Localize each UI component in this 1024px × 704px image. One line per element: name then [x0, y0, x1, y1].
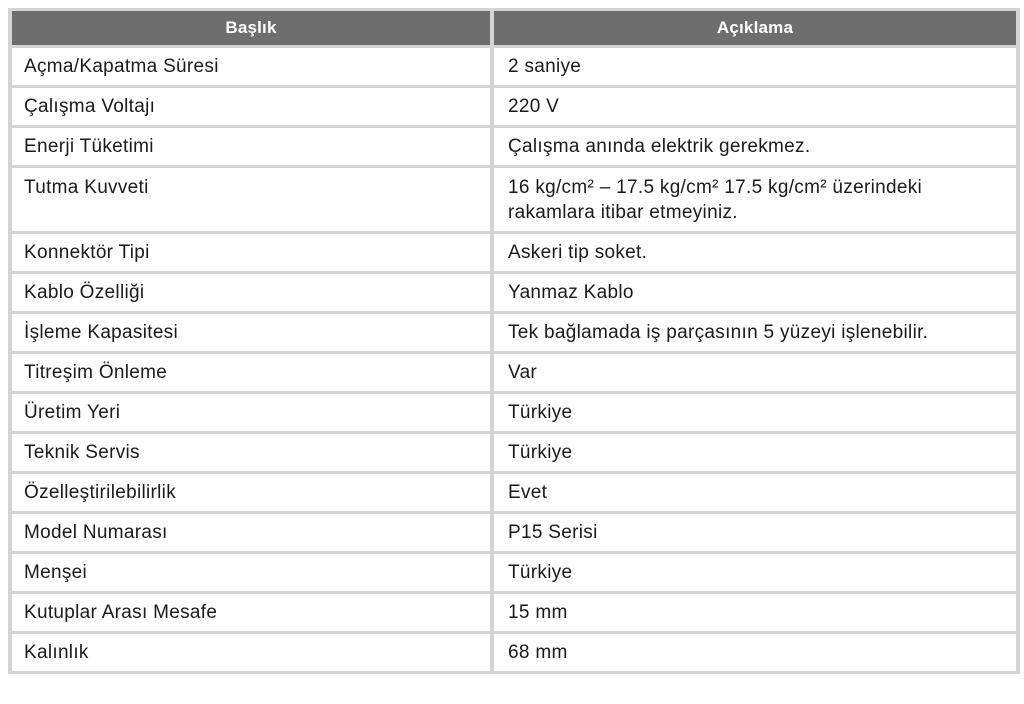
row-label: Açma/Kapatma Süresi	[12, 48, 490, 85]
table-row	[12, 514, 1016, 551]
row-value: P15 Serisi	[494, 514, 1016, 551]
row-label: İşleme Kapasitesi	[12, 314, 490, 351]
table-row	[12, 234, 1016, 271]
row-value: 68 mm	[494, 634, 1016, 671]
row-label: Çalışma Voltajı	[12, 88, 490, 125]
table-row	[12, 314, 1016, 351]
table-row	[12, 88, 1016, 125]
column-header-title: Başlık	[12, 11, 490, 45]
row-value: Var	[494, 354, 1016, 391]
table-row	[12, 634, 1016, 671]
row-value: Türkiye	[494, 554, 1016, 591]
row-value: Türkiye	[494, 394, 1016, 431]
row-label: Özelleştirilebilirlik	[12, 474, 490, 511]
row-label: Kalınlık	[12, 634, 490, 671]
table-row	[12, 48, 1016, 85]
table-row	[12, 474, 1016, 511]
table-row	[12, 168, 1016, 231]
row-label: Kablo Özelliği	[12, 274, 490, 311]
row-label: Tutma Kuvveti	[12, 168, 490, 231]
table-row	[12, 354, 1016, 391]
row-value: 15 mm	[494, 594, 1016, 631]
row-label: Enerji Tüketimi	[12, 128, 490, 165]
row-label: Teknik Servis	[12, 434, 490, 471]
row-label: Kutuplar Arası Mesafe	[12, 594, 490, 631]
table-header-row	[12, 11, 1016, 45]
row-label: Menşei	[12, 554, 490, 591]
column-header-description: Açıklama	[494, 11, 1016, 45]
table-row	[12, 274, 1016, 311]
row-value: 16 kg/cm² – 17.5 kg/cm² 17.5 kg/cm² üzerindeki rakamlara itibar etmeyiniz.	[494, 168, 1016, 231]
spec-table	[8, 8, 1020, 674]
table-row	[12, 554, 1016, 591]
row-value: Çalışma anında elektrik gerekmez.	[494, 128, 1016, 165]
row-value: Evet	[494, 474, 1016, 511]
table-row	[12, 128, 1016, 165]
row-label: Üretim Yeri	[12, 394, 490, 431]
row-value: Tek bağlamada iş parçasının 5 yüzeyi işlenebilir.	[494, 314, 1016, 351]
table-row	[12, 394, 1016, 431]
row-value: Türkiye	[494, 434, 1016, 471]
row-label: Konnektör Tipi	[12, 234, 490, 271]
row-label: Titreşim Önleme	[12, 354, 490, 391]
table-row	[12, 434, 1016, 471]
row-value: Yanmaz Kablo	[494, 274, 1016, 311]
table-row	[12, 594, 1016, 631]
row-value: 220 V	[494, 88, 1016, 125]
row-label: Model Numarası	[12, 514, 490, 551]
row-value: 2 saniye	[494, 48, 1016, 85]
row-value: Askeri tip soket.	[494, 234, 1016, 271]
